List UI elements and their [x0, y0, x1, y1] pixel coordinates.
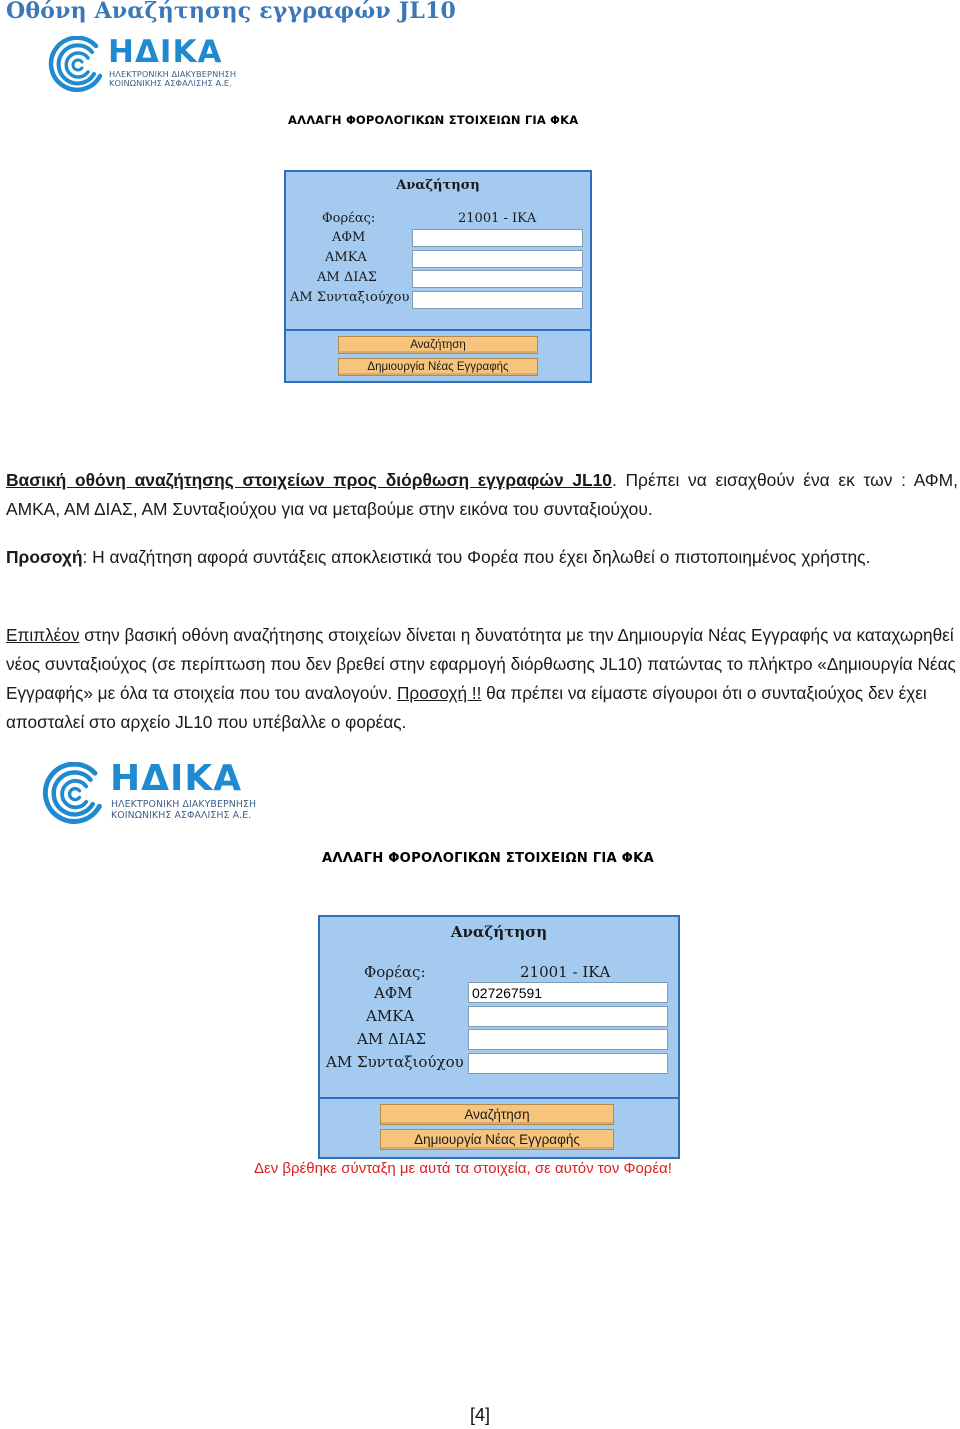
screen-title: ΑΛΛΑΓΗ ΦΟΡΟΛΟΓΙΚΩΝ ΣΤΟΙΧΕΙΩΝ ΓΙΑ ΦΚΑ [288, 113, 579, 127]
idika-swirl-icon [42, 762, 106, 824]
am-dias-label: ΑΜ ΔΙΑΣ [317, 270, 377, 285]
document-title: Οθόνη Αναζήτησης εγγραφών JL10 [6, 0, 457, 24]
search-panel [318, 915, 680, 1159]
idika-logo [42, 758, 272, 826]
warning-bold-text: Προσοχή [6, 547, 83, 567]
intro-text: . Πρέπει να εισαχθούν ένα εκ των : ΑΦΜ, ΑΜΚΑ, ΑΜ ΔΙΑΣ, ΑΜ Συνταξιούχου για να μεταβούμε στην εικόνα του συνταξιούχου. [6, 470, 958, 519]
logo-wordmark: ΗΔΙΚΑ [108, 34, 223, 70]
intro-underlined-text: Βασική οθόνη αναζήτησης στοιχείων προς διόρθωση εγγραφών JL10 [6, 470, 612, 490]
am-dias-field[interactable] [412, 270, 583, 288]
panel-divider [320, 1097, 678, 1099]
additional-underlined-text: Επιπλέον [6, 625, 80, 645]
amka-field[interactable] [412, 250, 583, 268]
am-syntaxiouxou-field[interactable] [412, 291, 583, 309]
amka-label: ΑΜΚΑ [325, 250, 367, 265]
panel-title: Αναζήτηση [396, 178, 480, 193]
additional-warning-underlined: Προσοχή !! [397, 683, 482, 703]
search-button[interactable]: Αναζήτηση [338, 336, 538, 354]
logo-subtitle-line1: ΗΛΕΚΤΡΟΝΙΚΗ ΔΙΑΚΥΒΕΡΝΗΣΗ [109, 69, 237, 79]
foreas-value: 21001 - ΙΚΑ [520, 963, 611, 981]
additional-text: στην βασική οθόνη αναζήτησης στοιχείων δίνεται η δυνατότητα με την Δημιουργία Νέας Εγγραφής να καταχωρηθεί νέος συνταξιούχος (σε περίπτωση που δεν βρεθεί στην εφαρμογή διόρθωσης JL10) πατώντας το πλήκτρο «Δημιουργία Νέας Εγγραφής» με όλα τα στοιχεία που του αναλογούν. [6, 625, 956, 703]
afm-field[interactable]: 027267591 [468, 982, 668, 1003]
paragraph-warning [6, 543, 958, 572]
am-syntaxiouxou-label: ΑΜ Συνταξιούχου [326, 1053, 464, 1071]
logo-wordmark: ΗΔΙΚΑ [110, 758, 243, 799]
afm-field[interactable] [412, 229, 583, 247]
am-dias-label: ΑΜ ΔΙΑΣ [357, 1030, 427, 1048]
idika-swirl-icon [48, 36, 106, 92]
search-panel [284, 170, 592, 383]
logo-subtitle-line2: ΚΟΙΝΩΝΙΚΗΣ ΑΣΦΑΛΙΣΗΣ Α.Ε. [111, 809, 252, 821]
foreas-label: Φορέας: [364, 963, 426, 981]
page-number: [4] [469, 1405, 490, 1425]
amka-field[interactable] [468, 1006, 668, 1027]
panel-title: Αναζήτηση [450, 923, 548, 941]
idika-logo [48, 36, 248, 92]
logo-subtitle-line1: ΗΛΕΚΤΡΟΝΙΚΗ ΔΙΑΚΥΒΕΡΝΗΣΗ [111, 799, 257, 810]
paragraph-additional [6, 621, 958, 737]
screen-title: ΑΛΛΑΓΗ ΦΟΡΟΛΟΓΙΚΩΝ ΣΤΟΙΧΕΙΩΝ ΓΙΑ ΦΚΑ [322, 851, 654, 866]
afm-label: ΑΦΜ [332, 230, 366, 245]
error-message: Δεν βρέθηκε σύνταξη με αυτά τα στοιχεία, σε αυτόν τον Φορέα! [254, 1160, 672, 1177]
foreas-label: Φορέας: [322, 211, 376, 226]
am-syntaxiouxou-field[interactable] [468, 1053, 668, 1074]
foreas-value: 21001 - ΙΚΑ [458, 211, 537, 226]
panel-divider [286, 329, 590, 331]
am-syntaxiouxou-label: ΑΜ Συνταξιούχου [290, 290, 410, 305]
create-new-record-button[interactable]: Δημιουργία Νέας Εγγραφής [338, 358, 538, 376]
paragraph-intro [6, 466, 958, 524]
additional-text-end: θα πρέπει να είμαστε σίγουροι ότι ο συνταξιούχος δεν έχει αποσταλεί στο αρχείο JL10 που υπέβαλλε ο φορέας. [6, 683, 927, 732]
create-new-record-button[interactable]: Δημιουργία Νέας Εγγραφής [380, 1129, 614, 1150]
logo-subtitle-line2: ΚΟΙΝΩΝΙΚΗΣ ΑΣΦΑΛΙΣΗΣ Α.Ε. [109, 78, 232, 89]
logo-subtitle [109, 70, 236, 89]
amka-label: ΑΜΚΑ [366, 1007, 415, 1025]
search-button[interactable]: Αναζήτηση [380, 1104, 614, 1125]
am-dias-field[interactable] [468, 1029, 668, 1050]
logo-subtitle [111, 800, 256, 822]
warning-text: : Η αναζήτηση αφορά συντάξεις αποκλειστικά του Φορέα που έχει δηλωθεί ο πιστοποιημένος χρήστης. [82, 547, 871, 567]
afm-label: ΑΦΜ [374, 984, 413, 1002]
